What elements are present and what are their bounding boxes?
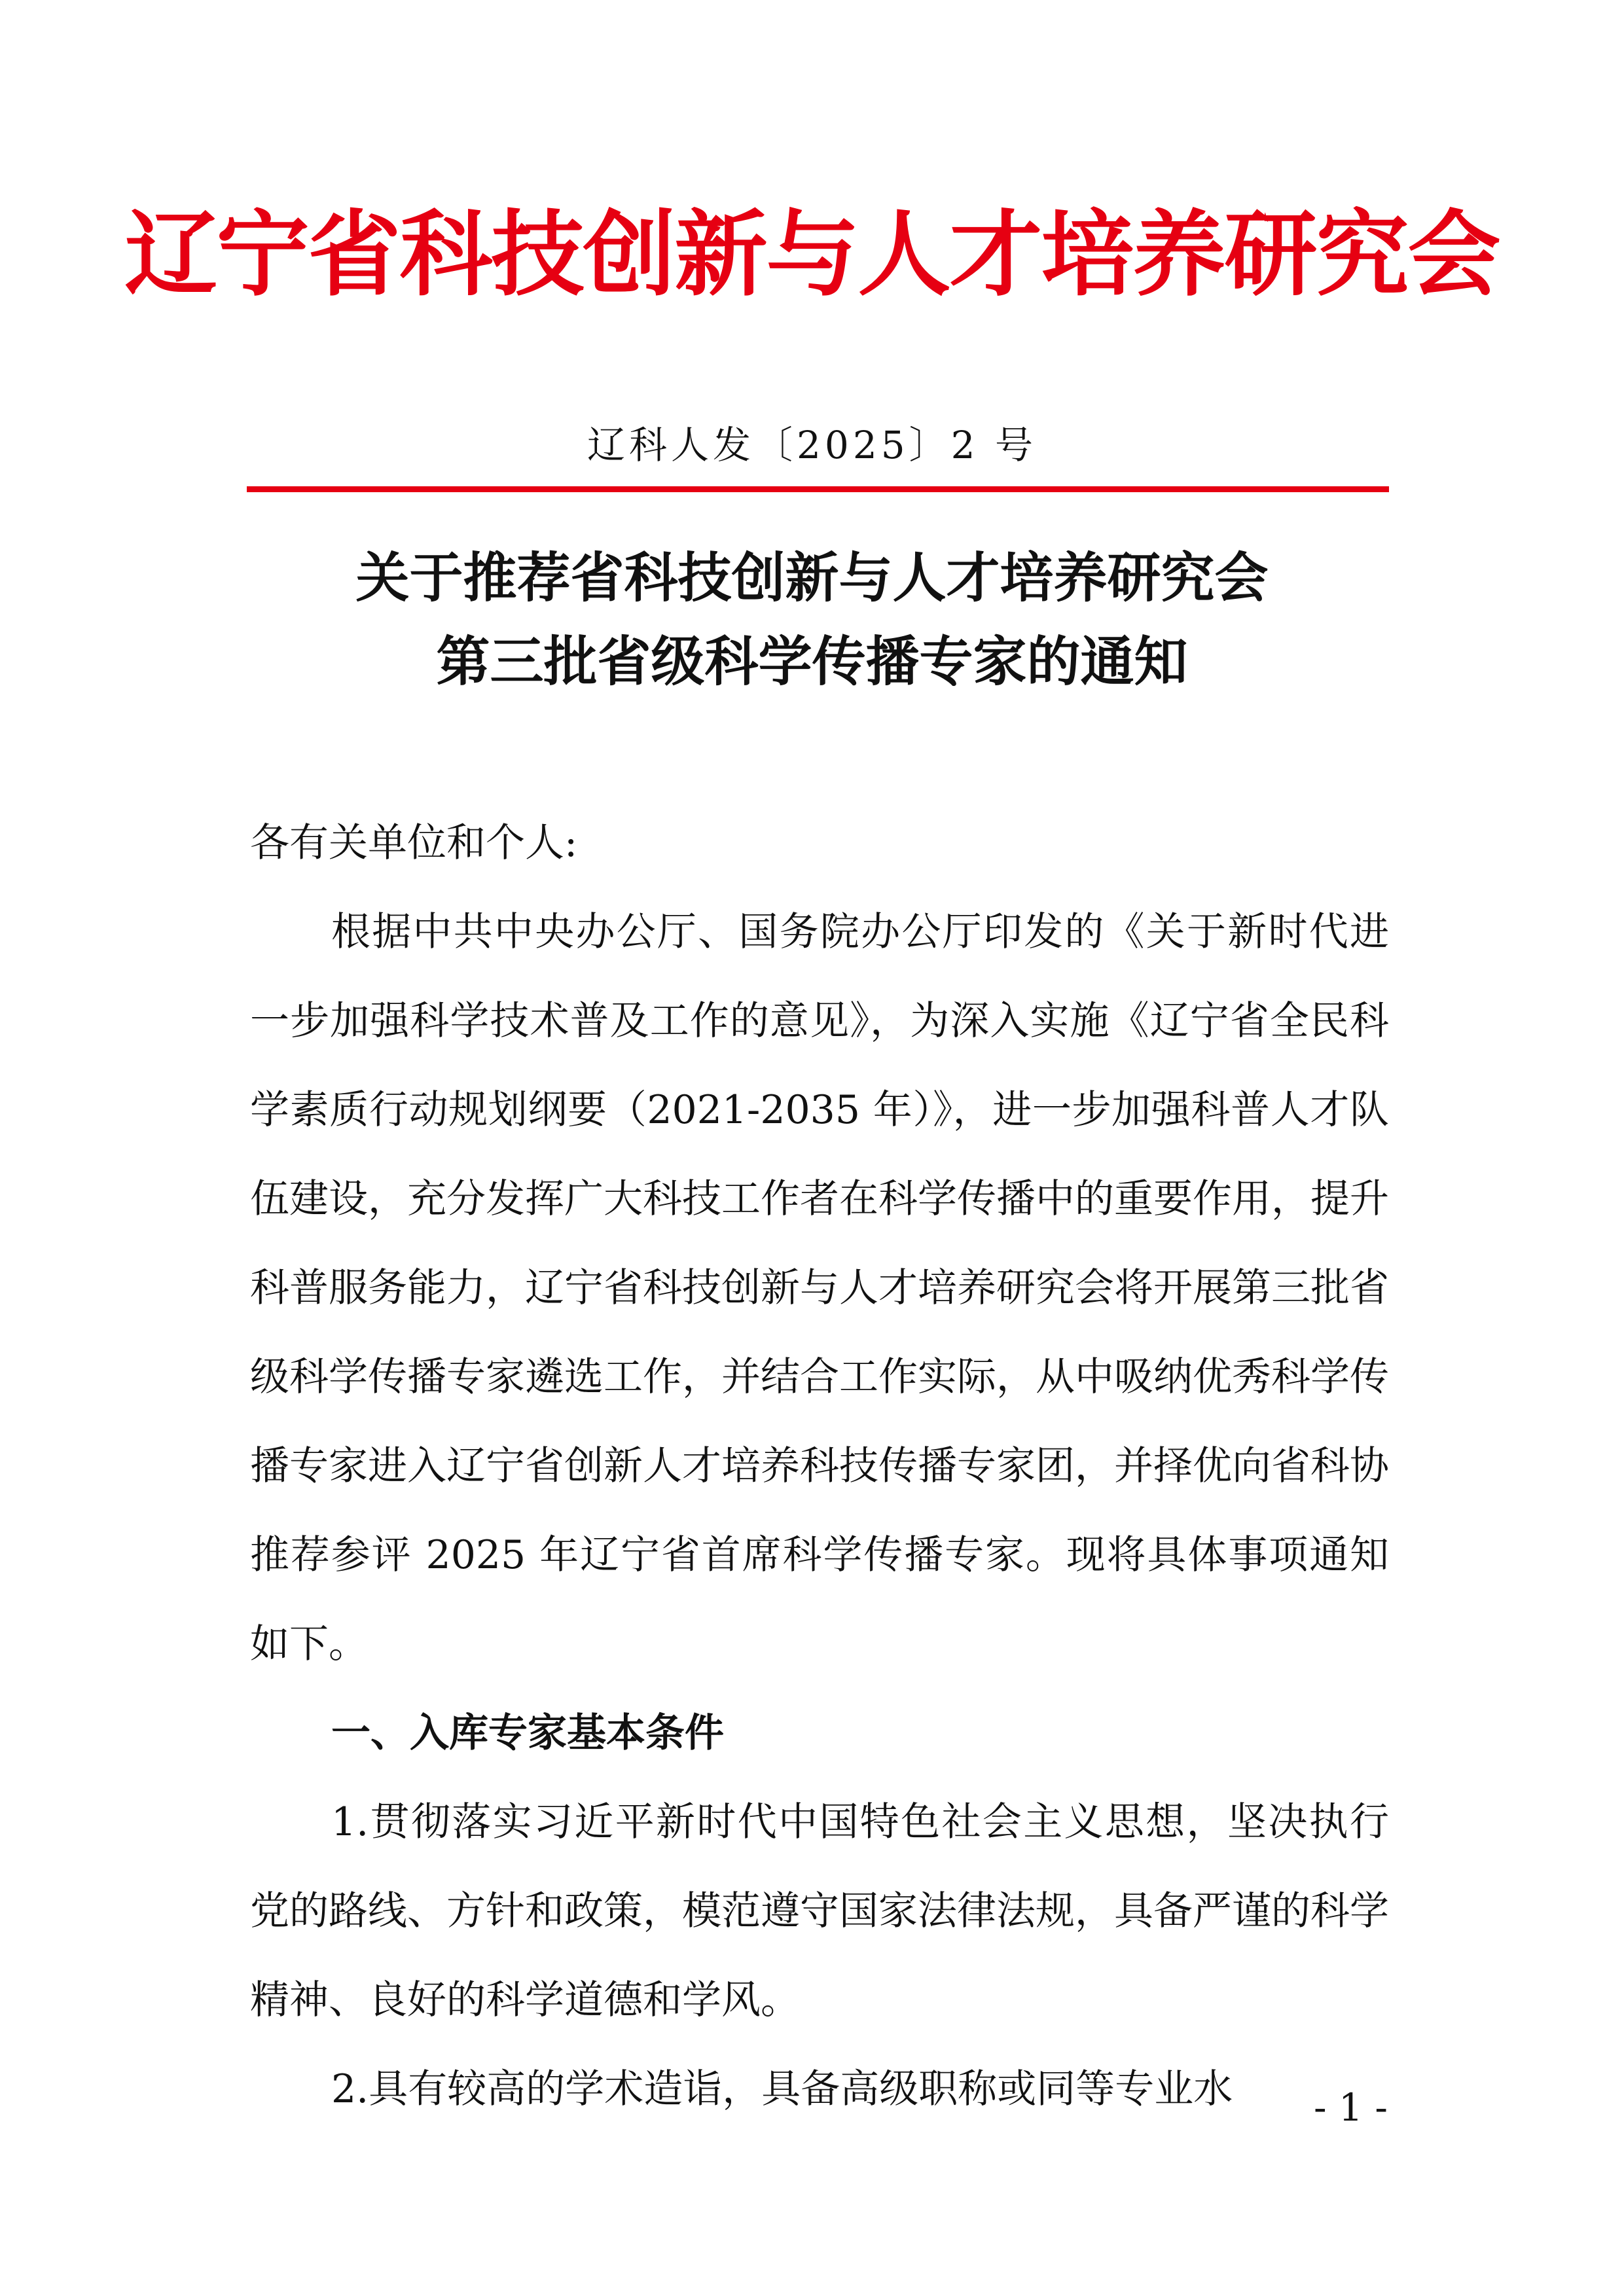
notice-title-line-2: 第三批省级科学传播专家的通知 <box>436 631 1188 693</box>
organization-header-title: 辽宁省科技创新与人才培养研究会 <box>124 201 1500 309</box>
document-number: 辽科人发〔2025〕2 号 <box>587 423 1037 467</box>
notice-title-line-1: 关于推荐省科技创新与人才培养研究会 <box>355 547 1269 609</box>
red-divider-line <box>247 486 1389 492</box>
intro-paragraph: 根据中共中央办公厅、国务院办公厅印发的《关于新时代进一步加强科学技术普及工作的意见》，为深入实施《辽宁省全民科学素质行动规划纲要（2021-2035 年）》，进一步加强科普人才队伍建设，充分发挥广大科技工作者在科学传播中的重要作用，提升科普服务能力，辽宁省科技创新与人才培养研究会将开展第三批省级科学传播专家遴选工作，并结合工作实际，从中吸纳优秀科学传播专家进入辽宁省创新人才培养科技传播专家团，并择优向省科协推荐参评 2025 年辽宁省首席科学传播专家。现将具体事项通知如下。 <box>250 909 1389 1667</box>
notice-title <box>0 537 1624 704</box>
salutation: 各有关单位和个人: <box>250 820 578 866</box>
condition-item-1: 1.贯彻落实习近平新时代中国特色社会主义思想，坚决执行党的路线、方针和政策，模范遵守国家法律法规，具备严谨的科学精神、良好的科学道德和学风。 <box>250 1799 1389 2023</box>
document-body <box>250 798 1389 2134</box>
section-1-heading: 一、入库专家基本条件 <box>331 1710 724 1756</box>
page-number: - 1 - <box>1314 2085 1388 2130</box>
condition-item-2: 2.具有较高的学术造诣，具备高级职称或同等专业水 <box>331 2066 1233 2112</box>
